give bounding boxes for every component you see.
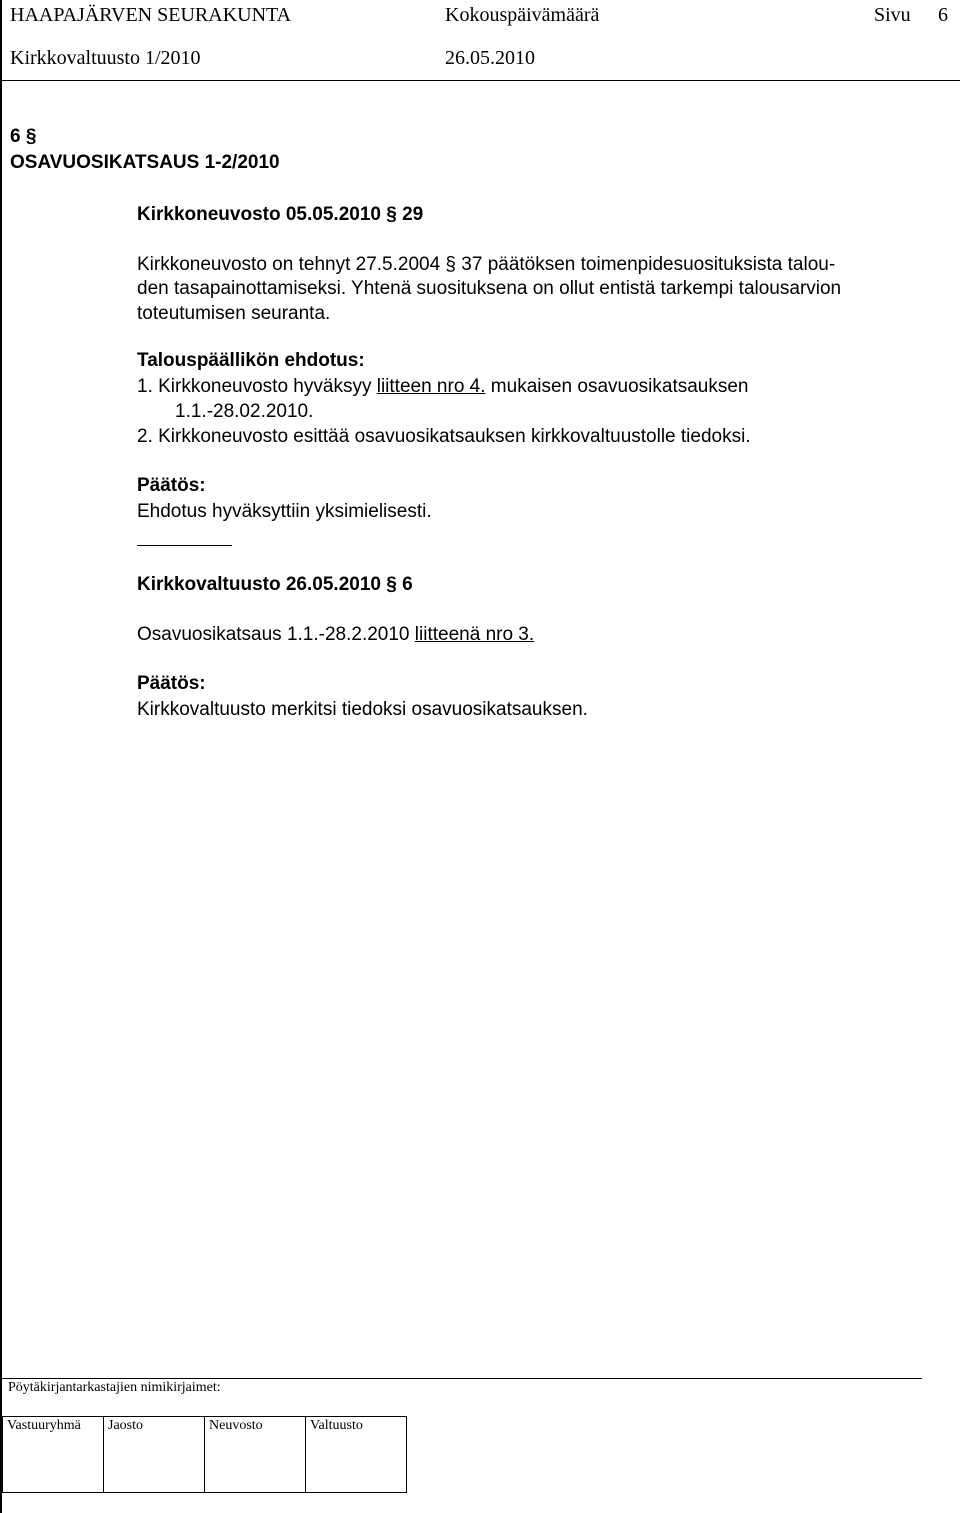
footer-table bbox=[2, 1416, 407, 1493]
left-margin-line bbox=[0, 0, 2, 1513]
proposal-heading: Talouspäällikön ehdotus: bbox=[137, 350, 365, 371]
council-reference: Kirkkoneuvosto 05.05.2010 § 29 bbox=[137, 204, 424, 225]
intro-line-3: toteutumisen seuranta. bbox=[137, 303, 331, 324]
decision-1-text: Ehdotus hyväksyttiin yksimielisesti. bbox=[137, 501, 432, 522]
header-divider bbox=[0, 80, 960, 81]
signatures-label: Pöytäkirjantarkastajien nimikirjaimet: bbox=[8, 1380, 221, 1395]
proposal-item-1-rest: mukaisen osavuosikatsauksen bbox=[485, 376, 749, 397]
attachment-4-link: liitteen nro 4. bbox=[376, 376, 486, 397]
footer-cell-vastuuryhma: Vastuuryhmä bbox=[3, 1417, 104, 1493]
proposal-item-1-text: 1. Kirkkoneuvosto hyväksyy bbox=[137, 376, 377, 397]
footer-cell-jaosto: Jaosto bbox=[104, 1417, 205, 1493]
attachment-3-link: liitteenä nro 3. bbox=[414, 624, 535, 645]
proposal-item-1-continued: 1.1.-28.02.2010. bbox=[175, 401, 314, 422]
valtuusto-reference: Kirkkovaltuusto 26.05.2010 § 6 bbox=[137, 574, 413, 595]
signatures-line bbox=[2, 1378, 922, 1379]
intro-line-2: den tasapainottamiseksi. Yhtenä suosituksena on ollut entistä tarkempi talousarvion bbox=[137, 278, 842, 299]
decision-2-heading: Päätös: bbox=[137, 673, 206, 694]
proposal-item-2: 2. Kirkkoneuvosto esittää osavuosikatsauksen kirkkovaltuustolle tiedoksi. bbox=[137, 426, 751, 447]
footer-cell-valtuusto: Valtuusto bbox=[306, 1417, 407, 1493]
header-meeting-date: 26.05.2010 bbox=[445, 47, 535, 69]
header-meeting: Kirkkovaltuusto 1/2010 bbox=[10, 47, 201, 69]
header-page-label: Sivu bbox=[874, 4, 911, 26]
header-org: HAAPAJÄRVEN SEURAKUNTA bbox=[10, 4, 292, 26]
header-date-label: Kokouspäivämäärä bbox=[445, 4, 600, 26]
valtuusto-attachment-line bbox=[137, 622, 534, 648]
valtuusto-attachment-text: Osavuosikatsaus 1.1.-28.2.2010 bbox=[137, 624, 415, 645]
footer-cell-neuvosto: Neuvosto bbox=[205, 1417, 306, 1493]
section-title: OSAVUOSIKATSAUS 1-2/2010 bbox=[10, 152, 280, 173]
header-page-number: 6 bbox=[938, 4, 948, 26]
intro-line-1: Kirkkoneuvosto on tehnyt 27.5.2004 § 37 päätöksen toimenpidesuosituksista talou- bbox=[137, 254, 836, 275]
proposal-item-1 bbox=[137, 374, 749, 400]
decision-2-text: Kirkkovaltuusto merkitsi tiedoksi osavuosikatsauksen. bbox=[137, 699, 588, 720]
decision-1-heading: Päätös: bbox=[137, 475, 206, 496]
separator-line bbox=[137, 545, 232, 546]
section-number: 6 § bbox=[10, 126, 37, 147]
